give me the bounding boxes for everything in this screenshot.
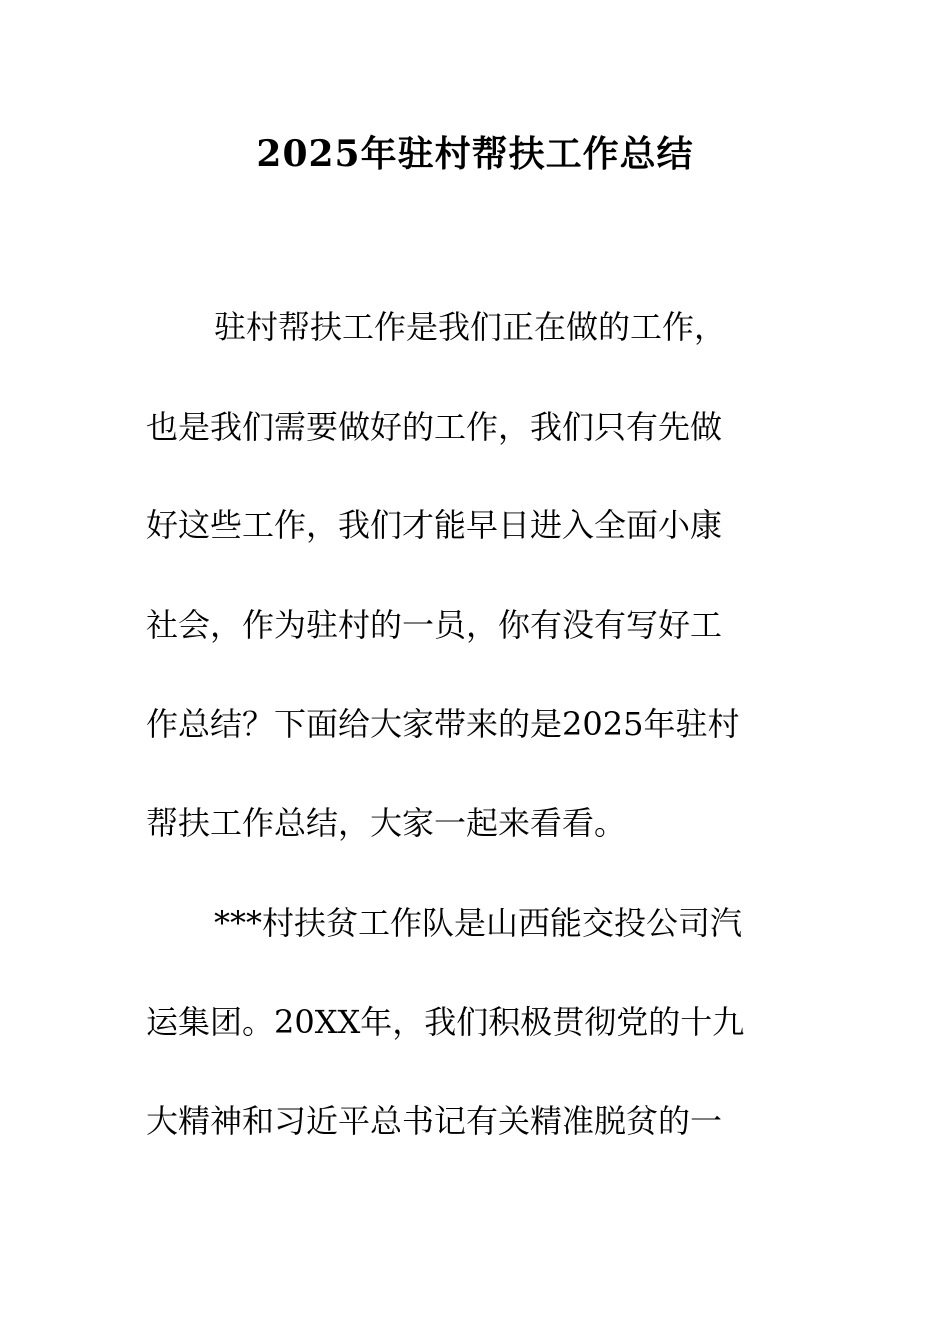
paragraph-line: ***村扶贫工作队是山西能交投公司汽 — [214, 904, 743, 942]
paragraph-line: 好这些工作，我们才能早日进入全面小康 — [146, 506, 723, 544]
paragraph-line: 也是我们需要做好的工作，我们只有先做 — [146, 408, 723, 446]
document-title: 2025年驻村帮扶工作总结 — [256, 133, 694, 175]
paragraph-line: 大精神和习近平总书记有关精准脱贫的一 — [146, 1102, 723, 1140]
paragraph-line: 社会，作为驻村的一员，你有没有写好工 — [146, 606, 723, 644]
paragraph-line: 帮扶工作总结，大家一起来看看。 — [146, 804, 627, 842]
paragraph-line: 驻村帮扶工作是我们正在做的工作， — [214, 308, 727, 346]
paragraph-line: 作总结？下面给大家带来的是2025年驻村 — [146, 705, 740, 743]
paragraph-line: 运集团。20XX年，我们积极贯彻党的十九 — [146, 1003, 745, 1041]
